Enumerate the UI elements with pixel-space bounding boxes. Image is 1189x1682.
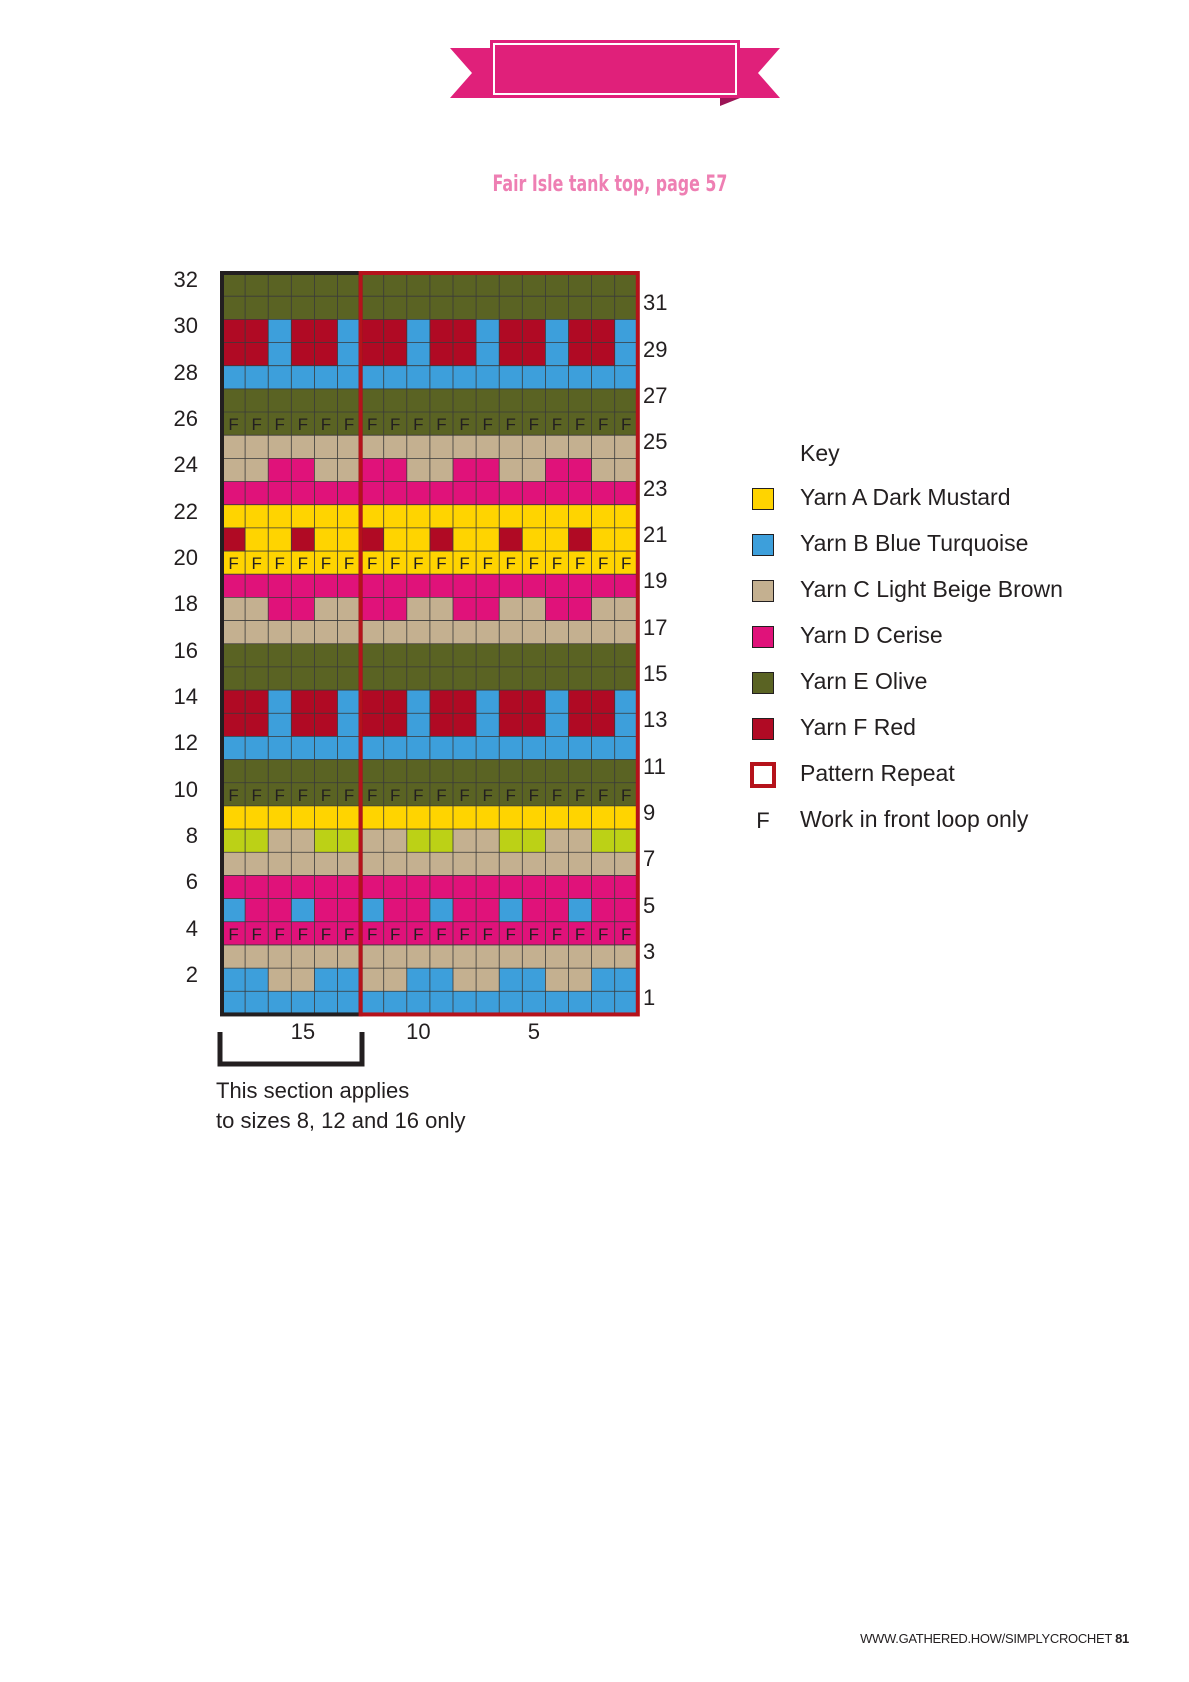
front-loop-mark: F: [228, 415, 239, 435]
front-loop-mark: F: [551, 554, 563, 574]
size-note: [216, 1076, 466, 1136]
front-loop-mark: F: [597, 415, 609, 435]
footer-url: WWW.GATHERED.HOW/SIMPLYCROCHET: [860, 1631, 1112, 1646]
front-loop-mark: F: [528, 554, 540, 574]
front-loop-mark: F: [505, 785, 516, 805]
front-loop-mark: F: [343, 554, 355, 574]
row-label-left: 30: [173, 313, 198, 339]
row-label-left: 20: [173, 545, 198, 571]
row-label-right: 19: [643, 568, 668, 594]
row-label-left: 8: [185, 823, 198, 849]
front-loop-mark: F: [597, 785, 609, 805]
front-loop-mark: F: [320, 924, 332, 944]
row-label-left: 4: [185, 915, 198, 941]
front-loop-mark: F: [320, 554, 332, 574]
front-loop-mark: F: [621, 924, 632, 944]
front-loop-mark: F: [297, 554, 309, 574]
column-label: 10: [406, 1019, 431, 1044]
front-loop-mark: F: [343, 785, 355, 805]
front-loop-mark: F: [228, 924, 239, 944]
front-loop-mark: F: [459, 415, 470, 435]
front-loop-mark: F: [366, 554, 378, 574]
front-loop-mark: F: [528, 415, 540, 435]
front-loop-mark: F: [343, 924, 355, 944]
front-loop-symbol: F: [756, 808, 770, 833]
front-loop-mark: F: [459, 554, 470, 574]
front-loop-mark: F: [274, 415, 285, 435]
banner-title: CHARTS: [149, 48, 267, 87]
front-loop-mark: F: [505, 415, 516, 435]
front-loop-mark: F: [551, 785, 563, 805]
front-loop-mark: F: [390, 415, 401, 435]
row-label-right: 3: [643, 938, 656, 964]
front-loop-mark: F: [413, 554, 424, 574]
row-label-left: 14: [173, 684, 198, 710]
front-loop-mark: F: [597, 924, 609, 944]
row-label-right: 31: [643, 290, 668, 316]
front-loop-mark: F: [297, 785, 309, 805]
row-label-left: 32: [173, 267, 198, 292]
key-label: Yarn B Blue Turquoise: [800, 530, 1029, 556]
front-loop-mark: F: [343, 415, 355, 435]
row-label-right: 15: [643, 660, 668, 686]
row-label-right: 1: [643, 985, 656, 1011]
chart-title: Fair Isle tank top, page 57: [492, 172, 728, 197]
front-loop-mark: F: [482, 415, 493, 435]
front-loop-mark: F: [551, 415, 563, 435]
front-loop-mark: F: [459, 785, 470, 805]
key-swatch: [752, 488, 774, 510]
front-loop-mark: F: [574, 924, 586, 944]
front-loop-mark: F: [436, 785, 447, 805]
row-label-right: 13: [643, 707, 668, 733]
size-note-line2: to sizes 8, 12 and 16 only: [216, 1108, 466, 1133]
key-swatch: [752, 626, 774, 648]
front-loop-mark: F: [505, 924, 516, 944]
front-loop-mark: F: [390, 785, 401, 805]
key-swatch: [752, 534, 774, 556]
front-loop-mark: F: [274, 924, 285, 944]
row-label-left: 16: [173, 637, 198, 663]
front-loop-mark: F: [274, 554, 285, 574]
key-swatch: [752, 718, 774, 740]
key-swatch: [752, 672, 774, 694]
row-label-left: 2: [185, 962, 198, 988]
row-label-right: 17: [643, 614, 668, 640]
key-label: Yarn F Red: [800, 714, 916, 740]
front-loop-mark: F: [621, 554, 632, 574]
front-loop-mark: F: [366, 415, 378, 435]
front-loop-mark: F: [413, 924, 424, 944]
row-label-right: 29: [643, 336, 668, 362]
front-loop-mark: F: [597, 554, 609, 574]
key-label: Yarn D Cerise: [800, 622, 943, 648]
front-loop-mark: F: [551, 924, 563, 944]
column-label: 15: [290, 1019, 316, 1044]
front-loop-mark: F: [251, 785, 262, 805]
row-label-right: 25: [643, 429, 668, 455]
front-loop-mark: F: [482, 924, 493, 944]
row-label-left: 10: [173, 776, 198, 802]
front-loop-mark: F: [574, 554, 586, 574]
row-label-left: 28: [173, 359, 198, 385]
front-loop-mark: F: [621, 415, 632, 435]
front-loop-mark: F: [528, 785, 540, 805]
front-loop-mark: F: [413, 415, 424, 435]
front-loop-mark: F: [482, 554, 493, 574]
page-number: 81: [1115, 1631, 1129, 1646]
front-loop-mark: F: [251, 924, 262, 944]
front-loop-mark: F: [436, 924, 447, 944]
key-label: Yarn A Dark Mustard: [800, 484, 1011, 510]
front-loop-mark: F: [251, 554, 262, 574]
row-label-right: 27: [643, 382, 668, 408]
front-loop-mark: F: [320, 785, 332, 805]
front-loop-mark: F: [482, 785, 493, 805]
column-label: 5: [527, 1019, 540, 1044]
footer: [860, 1631, 1129, 1646]
front-loop-mark: F: [251, 415, 262, 435]
front-loop-mark: F: [390, 554, 401, 574]
front-loop-mark: F: [297, 924, 309, 944]
front-loop-mark: F: [228, 785, 239, 805]
front-loop-mark: F: [621, 785, 632, 805]
front-loop-mark: F: [297, 415, 309, 435]
key-label: Work in front loop only: [800, 806, 1029, 832]
front-loop-mark: F: [228, 554, 239, 574]
key-label: Yarn C Light Beige Brown: [800, 576, 1063, 602]
front-loop-mark: F: [366, 924, 378, 944]
front-loop-mark: F: [528, 924, 540, 944]
row-label-left: 12: [173, 730, 198, 756]
row-label-right: 9: [643, 799, 656, 825]
front-loop-mark: F: [574, 785, 586, 805]
front-loop-mark: F: [436, 554, 447, 574]
row-label-right: 21: [643, 521, 668, 547]
row-label-left: 24: [173, 452, 198, 478]
row-label-right: 5: [643, 892, 656, 918]
front-loop-mark: F: [320, 415, 332, 435]
front-loop-mark: F: [574, 415, 586, 435]
front-loop-mark: F: [459, 924, 470, 944]
key-label: Yarn E Olive: [800, 668, 928, 694]
key-title: Key: [800, 440, 840, 466]
row-label-left: 18: [173, 591, 198, 617]
row-label-left: 26: [173, 406, 198, 432]
row-label-left: 22: [173, 498, 198, 524]
front-loop-mark: F: [390, 924, 401, 944]
row-label-left: 6: [185, 869, 198, 895]
pattern-repeat-swatch: [750, 762, 776, 788]
key-swatch: [752, 580, 774, 602]
size-note-line1: This section applies: [216, 1078, 410, 1103]
front-loop-mark: F: [274, 785, 285, 805]
front-loop-mark: F: [505, 554, 516, 574]
front-loop-mark: F: [413, 785, 424, 805]
row-label-right: 23: [643, 475, 668, 501]
key-label: Pattern Repeat: [800, 760, 955, 786]
front-loop-mark: F: [366, 785, 378, 805]
row-label-right: 7: [643, 846, 656, 872]
row-label-right: 11: [643, 753, 666, 779]
front-loop-mark: F: [436, 415, 447, 435]
